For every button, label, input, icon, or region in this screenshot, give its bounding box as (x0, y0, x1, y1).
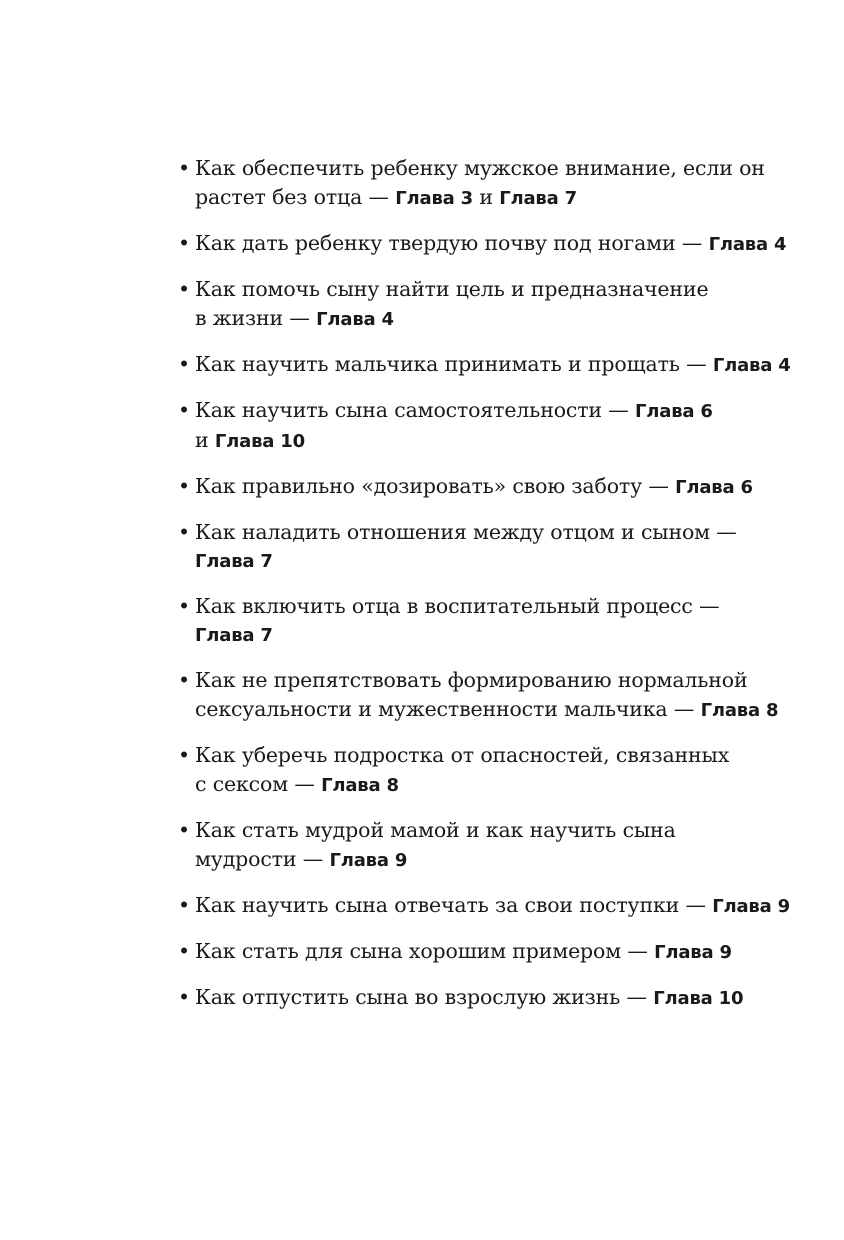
item-text (195, 666, 798, 725)
bullet-icon: • (178, 520, 190, 544)
list-item (178, 472, 798, 502)
item-text-fragment: и (195, 428, 215, 452)
list-item (178, 741, 798, 800)
chapter-ref: Глава 8 (321, 775, 399, 796)
item-line: Как не препятствовать формированию нормальной (195, 668, 748, 692)
item-text (195, 396, 798, 456)
item-text (195, 275, 798, 334)
item-text-fragment: Как стать для сына хорошим примером — (195, 939, 655, 963)
item-line (195, 396, 798, 426)
list-item (178, 350, 798, 380)
item-line (195, 695, 798, 725)
item-text-fragment: мудрости — (195, 847, 330, 871)
item-text (195, 816, 798, 875)
item-text (195, 939, 732, 963)
bullet-icon: • (178, 398, 190, 422)
bullet-icon: • (178, 939, 190, 963)
bullet-icon: • (178, 818, 190, 842)
chapter-ref: Глава 4 (316, 309, 394, 330)
chapter-topic-list (178, 154, 798, 1029)
bullet-icon: • (178, 352, 190, 376)
item-line: Как наладить отношения между отцом и сыном — (195, 520, 737, 544)
list-item (178, 275, 798, 334)
bullet-icon: • (178, 743, 190, 767)
item-text-fragment: Как дать ребенку твердую почву под ногами — (195, 231, 709, 255)
item-text (195, 985, 743, 1009)
item-text (195, 352, 791, 376)
bullet-icon: • (178, 231, 190, 255)
chapter-ref: Глава 7 (195, 625, 273, 646)
list-item (178, 816, 798, 875)
item-line: Как обеспечить ребенку мужское внимание, если он (195, 156, 765, 180)
chapter-ref: Глава 6 (675, 477, 753, 498)
item-text (195, 231, 786, 255)
item-text (195, 592, 798, 650)
chapter-ref: Глава 9 (654, 942, 732, 963)
chapter-ref: Глава 4 (712, 355, 791, 376)
list-item (178, 983, 798, 1013)
chapter-ref: Глава 10 (214, 431, 305, 452)
list-item (178, 396, 798, 456)
item-text (195, 474, 753, 498)
item-text (195, 518, 798, 576)
chapter-ref: Глава 10 (653, 988, 744, 1009)
item-text-fragment: в жизни — (195, 306, 317, 330)
chapter-ref: Глава 7 (195, 551, 273, 572)
list-item (178, 518, 798, 576)
item-text (195, 893, 790, 917)
bullet-icon: • (178, 277, 190, 301)
chapter-ref: Глава 4 (708, 234, 787, 255)
chapter-ref: Глава 9 (329, 850, 408, 871)
chapter-ref: Глава 9 (712, 896, 790, 917)
item-text-fragment: с сексом — (195, 772, 322, 796)
item-text-fragment: Как научить сына самостоятельности — (195, 398, 636, 422)
list-item (178, 229, 798, 259)
item-text (195, 741, 798, 800)
item-text-fragment: Как научить мальчика принимать и прощать — (195, 352, 713, 376)
list-item (178, 891, 798, 921)
item-line (195, 304, 798, 334)
item-text-fragment: растет без отца — (195, 185, 396, 209)
item-text-fragment: Как научить сына отвечать за свои поступки — (195, 893, 713, 917)
item-text-fragment: Как отпустить сына во взрослую жизнь — (195, 985, 654, 1009)
chapter-ref: Глава 6 (635, 401, 713, 422)
item-line: Как уберечь подростка от опасностей, связанных (195, 743, 730, 767)
item-line: Как включить отца в воспитательный процесс — (195, 594, 720, 618)
conjunction: и (472, 185, 500, 209)
list-item (178, 592, 798, 650)
bullet-icon: • (178, 985, 190, 1009)
bullet-icon: • (178, 668, 190, 692)
item-line: Как помочь сыну найти цель и предназначение (195, 277, 709, 301)
bullet-icon: • (178, 474, 190, 498)
item-line (195, 426, 798, 456)
chapter-ref: Глава 3 (395, 188, 473, 209)
bullet-icon: • (178, 594, 190, 618)
item-line (195, 770, 798, 800)
item-line (195, 183, 798, 213)
item-text-fragment: Как правильно «дозировать» свою заботу — (195, 474, 676, 498)
list-item (178, 154, 798, 213)
list-item (178, 666, 798, 725)
item-line: Как стать мудрой мамой и как научить сына (195, 818, 676, 842)
list-item (178, 937, 798, 967)
item-text-fragment: сексуальности и мужественности мальчика — (195, 697, 701, 721)
item-line (195, 845, 798, 875)
item-text (195, 154, 798, 213)
bullet-icon: • (178, 156, 190, 180)
bullet-icon: • (178, 893, 190, 917)
chapter-ref: Глава 8 (700, 700, 779, 721)
chapter-ref: Глава 7 (499, 188, 577, 209)
